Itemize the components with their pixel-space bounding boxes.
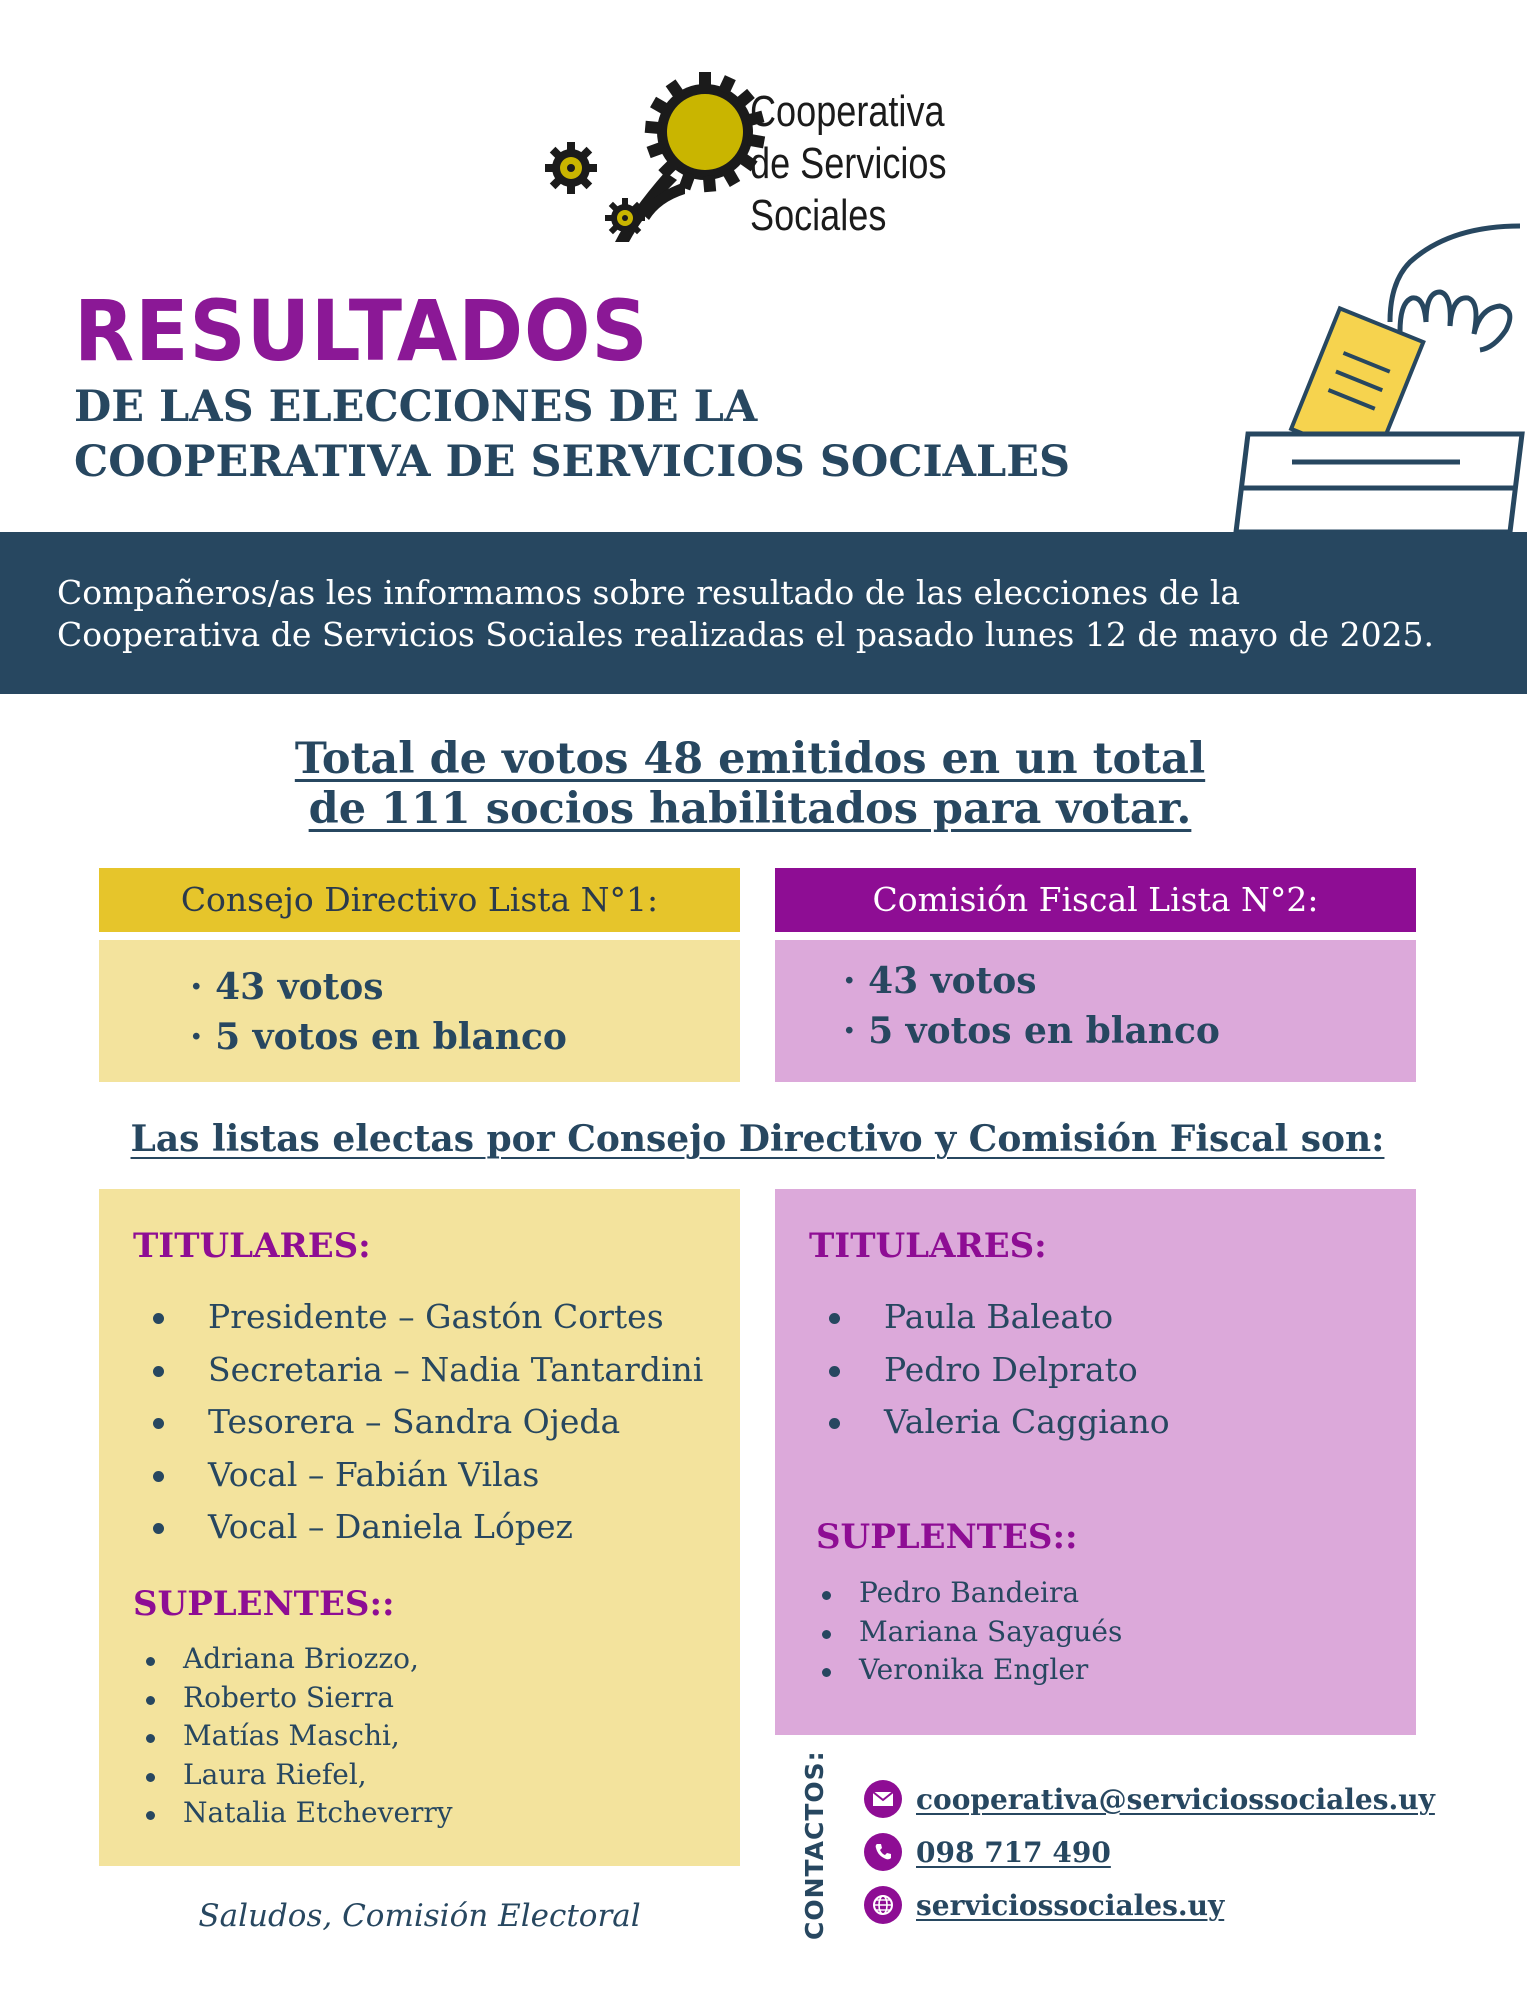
list-item: Paula Baleato xyxy=(826,1291,1170,1344)
contact-web-row xyxy=(864,1885,1224,1925)
totals-line: de 111 socios habilitados para votar. xyxy=(308,784,1192,834)
list-item: Vocal – Fabián Vilas xyxy=(150,1449,703,1502)
comision-votes-lines xyxy=(843,956,1220,1056)
logo-text xyxy=(750,86,963,242)
comision-votes-header: Comisión Fiscal Lista N°2: xyxy=(775,868,1416,932)
globe-icon xyxy=(864,1886,902,1924)
list-item: Matías Maschi, xyxy=(143,1717,453,1756)
banner-line: Cooperativa de Servicios Sociales realizadas el pasado lunes 12 de mayo de 2025. xyxy=(57,615,1435,654)
vote-totals-heading xyxy=(160,734,1340,834)
list-item: Tesorera – Sandra Ojeda xyxy=(150,1396,703,1449)
contact-email-row xyxy=(864,1779,1435,1819)
comision-suplentes-label: SUPLENTES:: xyxy=(816,1517,1078,1557)
comision-titulares-label: TITULARES: xyxy=(809,1226,1047,1266)
list-item: Secretaria – Nadia Tantardini xyxy=(150,1344,703,1397)
list-item: Veronika Engler xyxy=(819,1651,1122,1690)
vote-line: · 5 votos en blanco xyxy=(190,1016,567,1058)
phone-icon xyxy=(864,1833,902,1871)
comision-titulares-list xyxy=(826,1291,1170,1449)
list-item: Roberto Sierra xyxy=(143,1679,453,1718)
subtitle-line: DE LAS ELECCIONES DE LA xyxy=(74,382,758,432)
list-item: Presidente – Gastón Cortes xyxy=(150,1291,703,1344)
logo-line: Cooperativa xyxy=(750,87,945,136)
ballot-box-illustration xyxy=(1230,222,1538,574)
list-item: Mariana Sayagués xyxy=(819,1613,1122,1652)
logo-line: de Servicios xyxy=(750,139,947,188)
list-item: Pedro Delprato xyxy=(826,1344,1170,1397)
vote-line: · 5 votos en blanco xyxy=(843,1010,1220,1052)
elected-lists-heading: Las listas electas por Consejo Directivo y Comisión Fiscal son: xyxy=(130,1118,1385,1160)
contacts-label: CONTACTOS: xyxy=(800,1750,829,1940)
consejo-votes-lines xyxy=(190,962,567,1062)
vote-line: · 43 votos xyxy=(190,966,384,1008)
vote-line: · 43 votos xyxy=(843,960,1037,1002)
list-item: Valeria Caggiano xyxy=(826,1396,1170,1449)
list-item: Natalia Etcheverry xyxy=(143,1794,453,1833)
closing-greeting: Saludos, Comisión Electoral xyxy=(198,1898,641,1934)
list-item: Vocal – Daniela López xyxy=(150,1501,703,1554)
consejo-votes-header: Consejo Directivo Lista N°1: xyxy=(99,868,740,932)
subtitle-line: COOPERATIVA DE SERVICIOS SOCIALES xyxy=(74,437,1071,487)
logo-line: Sociales xyxy=(750,191,887,240)
banner-line: Compañeros/as les informamos sobre resultado de las elecciones de la xyxy=(57,573,1241,612)
list-item: Laura Riefel, xyxy=(143,1756,453,1795)
list-item: Adriana Briozzo, xyxy=(143,1640,453,1679)
email-link[interactable]: cooperativa@serviciossociales.uy xyxy=(916,1782,1435,1816)
consejo-titulares-list xyxy=(150,1291,703,1554)
info-banner-text xyxy=(57,572,1497,656)
page-title: RESULTADOS xyxy=(74,282,649,380)
contact-phone-row xyxy=(864,1832,1111,1872)
consejo-titulares-label: TITULARES: xyxy=(133,1226,371,1266)
consejo-suplentes-label: SUPLENTES:: xyxy=(133,1584,395,1624)
list-item: Pedro Bandeira xyxy=(819,1574,1122,1613)
totals-line: Total de votos 48 emitidos en un total xyxy=(294,734,1206,784)
consejo-suplentes-list xyxy=(143,1640,453,1833)
comision-suplentes-list xyxy=(819,1574,1122,1690)
phone-link[interactable]: 098 717 490 xyxy=(916,1835,1111,1869)
page-subtitle xyxy=(74,380,1070,490)
website-link[interactable]: serviciossociales.uy xyxy=(916,1888,1225,1922)
email-icon xyxy=(864,1780,902,1818)
